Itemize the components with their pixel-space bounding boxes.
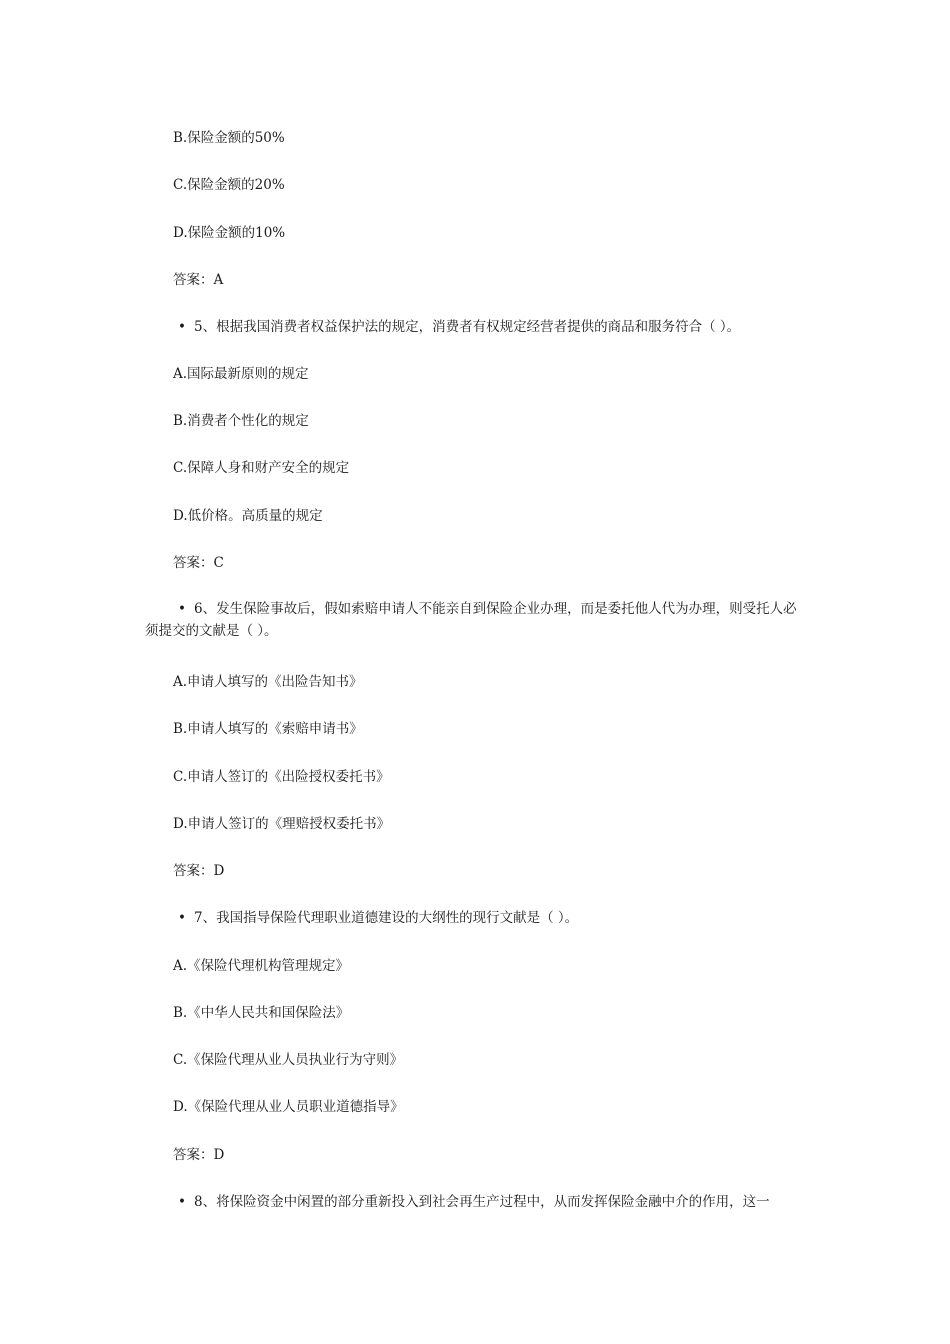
answer: 答案：A [173,272,224,288]
option-d: D.《保险代理从业人员职业道德指导》 [173,1099,404,1115]
option-a: A.国际最新原则的规定 [173,366,309,382]
option-c: C.保险金额的20% [173,177,285,193]
option-d: D.申请人签订的《理赔授权委托书》 [173,816,391,832]
bullet-icon: • [178,1194,186,1210]
bullet-icon: • [178,910,186,926]
option-a: A.《保险代理机构管理规定》 [173,958,350,974]
answer: 答案：D [173,1147,225,1163]
bullet-icon: • [178,601,186,617]
question-6 [145,598,810,642]
option-b: B.保险金额的50% [173,130,285,146]
question-text: 7、我国指导保险代理职业道德建设的大纲性的现行文献是（ ）。 [194,910,579,926]
option-c: C.保障人身和财产安全的规定 [173,460,350,476]
bullet-icon: • [178,319,186,335]
question-text: 6、发生保险事故后，假如索赔申请人不能亲自到保险企业办理，而是委托他人代为办理，则受托人必须提交的文献是（ ）。 [145,601,797,639]
option-b: B.《中华人民共和国保险法》 [173,1005,350,1021]
answer: 答案：C [173,555,224,571]
option-b: B.消费者个性化的规定 [173,413,309,429]
question-text: 5、根据我国消费者权益保护法的规定，消费者有权规定经营者提供的商品和服务符合（ ）。 [194,319,741,335]
option-b: B.申请人填写的《索赔申请书》 [173,721,363,737]
question-7 [178,909,578,927]
question-text: 8、将保险资金中闲置的部分重新投入到社会再生产过程中，从而发挥保险金融中介的作用，这一 [194,1194,770,1210]
option-c: C.《保险代理从业人员执业行为守则》 [173,1052,404,1068]
option-a: A.申请人填写的《出险告知书》 [173,674,363,690]
option-c: C.申请人签订的《出险授权委托书》 [173,769,390,785]
answer: 答案：D [173,863,225,879]
question-8 [178,1193,770,1211]
question-5 [178,318,740,336]
option-d: D.低价格。高质量的规定 [173,508,323,524]
option-d: D.保险金额的10% [173,225,286,241]
